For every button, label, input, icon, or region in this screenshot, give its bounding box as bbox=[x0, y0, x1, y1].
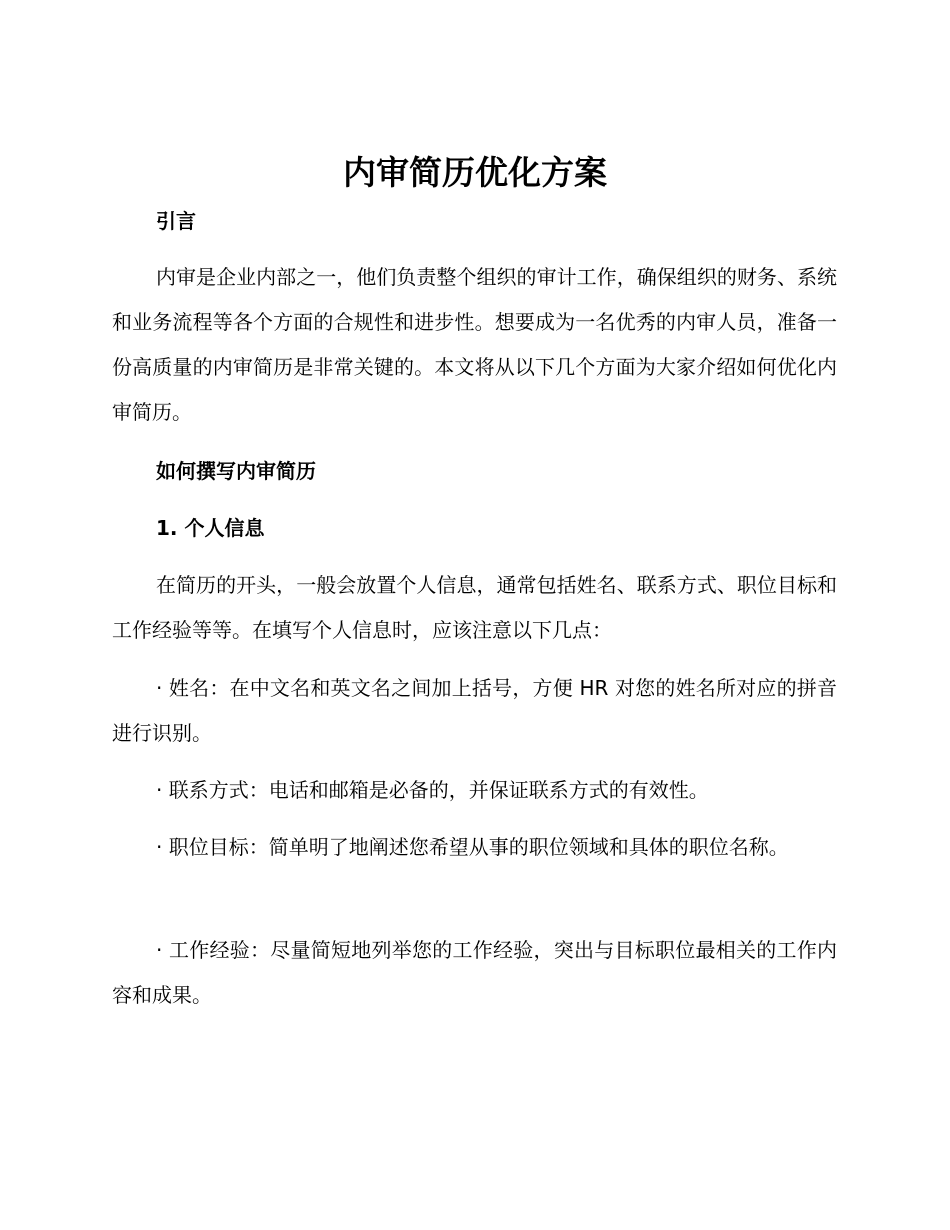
section-heading: 如何撰写内审简历 bbox=[156, 459, 316, 483]
subsection-heading: 1. 个人信息 bbox=[156, 516, 265, 540]
bullet-item-experience: · 工作经验：尽量简短地列举您的工作经验，突出与目标职位最相关的工作内容和成果。 bbox=[112, 938, 837, 1007]
intro-heading: 引言 bbox=[156, 209, 196, 233]
bullet-item-name: · 姓名：在中文名和英文名之间加上括号，方便 HR 对您的姓名所对应的拼音进行识别。 bbox=[112, 676, 837, 745]
intro-paragraph: 内审是企业内部之一，他们负责整个组织的审计工作，确保组织的财务、系统和业务流程等各个方面的合规性和进步性。想要成为一名优秀的内审人员，准备一份高质量的内审简历是非常关键的。本文将从以下几个方面为大家介绍如何优化内审简历。 bbox=[112, 265, 837, 424]
bullet-item-objective: · 职位目标：简单明了地阐述您希望从事的职位领域和具体的职位名称。 bbox=[156, 835, 789, 859]
bullet-item-contact: · 联系方式：电话和邮箱是必备的，并保证联系方式的有效性。 bbox=[156, 778, 709, 802]
document-title: 内审简历优化方案 bbox=[343, 153, 607, 192]
subsection-paragraph: 在简历的开头，一般会放置个人信息，通常包括姓名、联系方式、职位目标和工作经验等等。在填写个人信息时，应该注意以下几点： bbox=[112, 573, 837, 642]
